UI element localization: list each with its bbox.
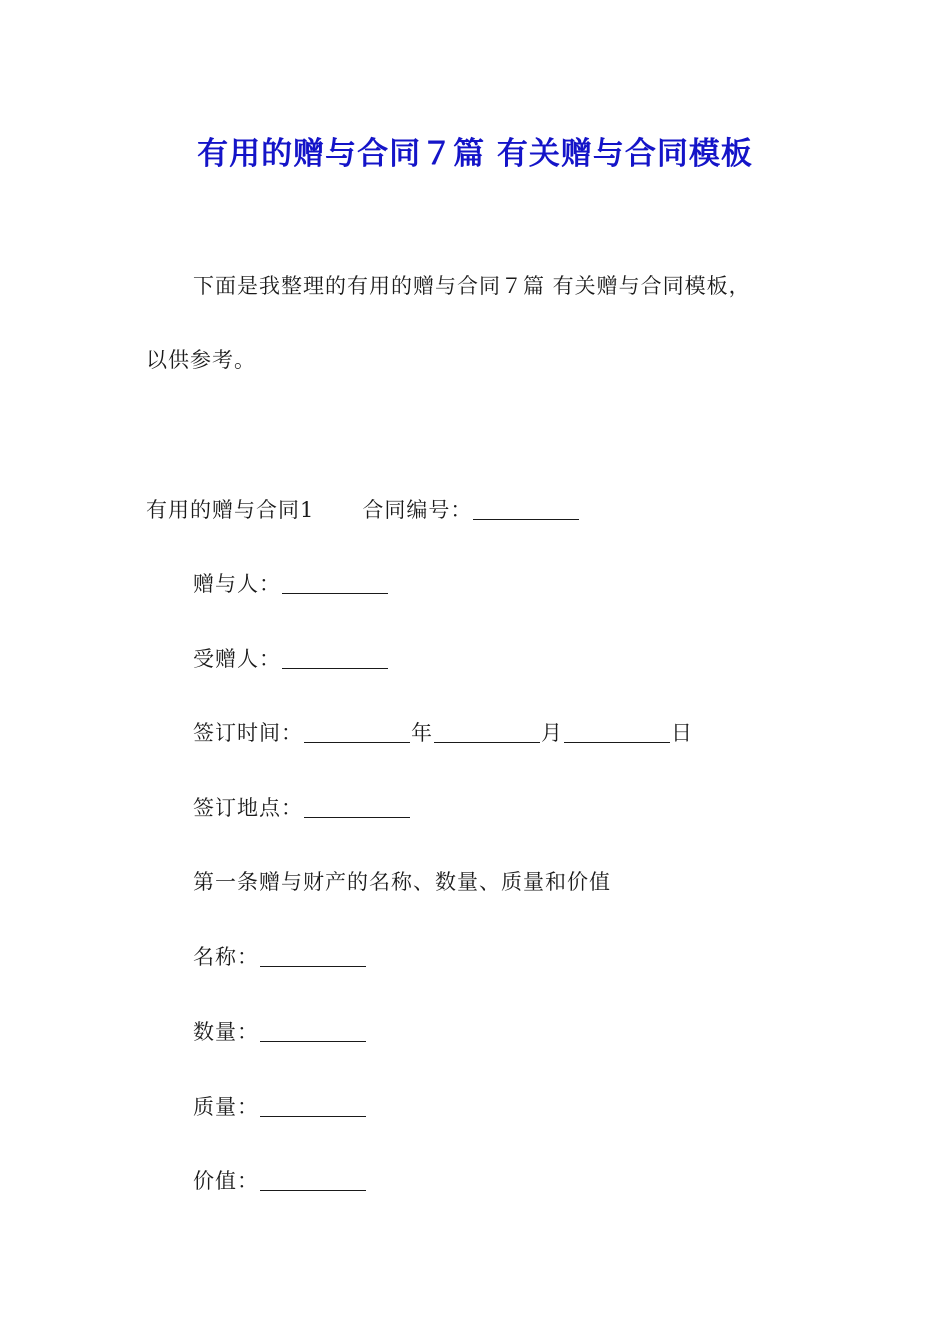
sign-time-row	[193, 719, 693, 747]
quantity-label: 数量：	[193, 1020, 259, 1044]
donee-row	[193, 645, 389, 673]
sign-time-label: 签订时间：	[193, 721, 303, 745]
donor-row	[193, 570, 389, 598]
sign-place-row	[193, 794, 411, 822]
year-blank	[304, 722, 410, 743]
name-blank	[260, 946, 366, 967]
intro-line-2: 以供参考。	[146, 348, 256, 372]
value-label: 价值：	[193, 1169, 259, 1193]
donee-label: 受赠人：	[193, 647, 281, 671]
contract-no-label: 合同编号：	[362, 498, 473, 522]
name-row	[193, 943, 367, 971]
value-row	[193, 1167, 367, 1195]
sign-place-blank	[304, 797, 410, 818]
article-1: 第一条赠与财产的名称、数量、质量和价值	[193, 870, 611, 894]
quality-label: 质量：	[193, 1095, 259, 1119]
donor-label: 赠与人：	[193, 572, 281, 596]
donee-blank	[282, 648, 388, 669]
quantity-row	[193, 1018, 367, 1046]
day-blank	[564, 722, 670, 743]
donor-blank	[282, 573, 388, 594]
contract-no-blank	[473, 499, 579, 520]
intro-line-1: 下面是我整理的有用的赠与合同７篇 有关赠与合同模板，	[193, 274, 751, 298]
name-label: 名称：	[193, 945, 259, 969]
month-blank	[434, 722, 540, 743]
quantity-blank	[260, 1021, 366, 1042]
quality-blank	[260, 1096, 366, 1117]
contract-heading-row	[146, 496, 580, 524]
document-title: 有用的赠与合同７篇 有关赠与合同模板	[197, 136, 753, 172]
value-blank	[260, 1170, 366, 1191]
year-label: 年	[411, 721, 433, 745]
quality-row	[193, 1093, 367, 1121]
sign-place-label: 签订地点：	[193, 796, 303, 820]
day-label: 日	[671, 721, 693, 745]
month-label: 月	[541, 721, 563, 745]
contract-heading: 有用的赠与合同1	[146, 498, 315, 522]
